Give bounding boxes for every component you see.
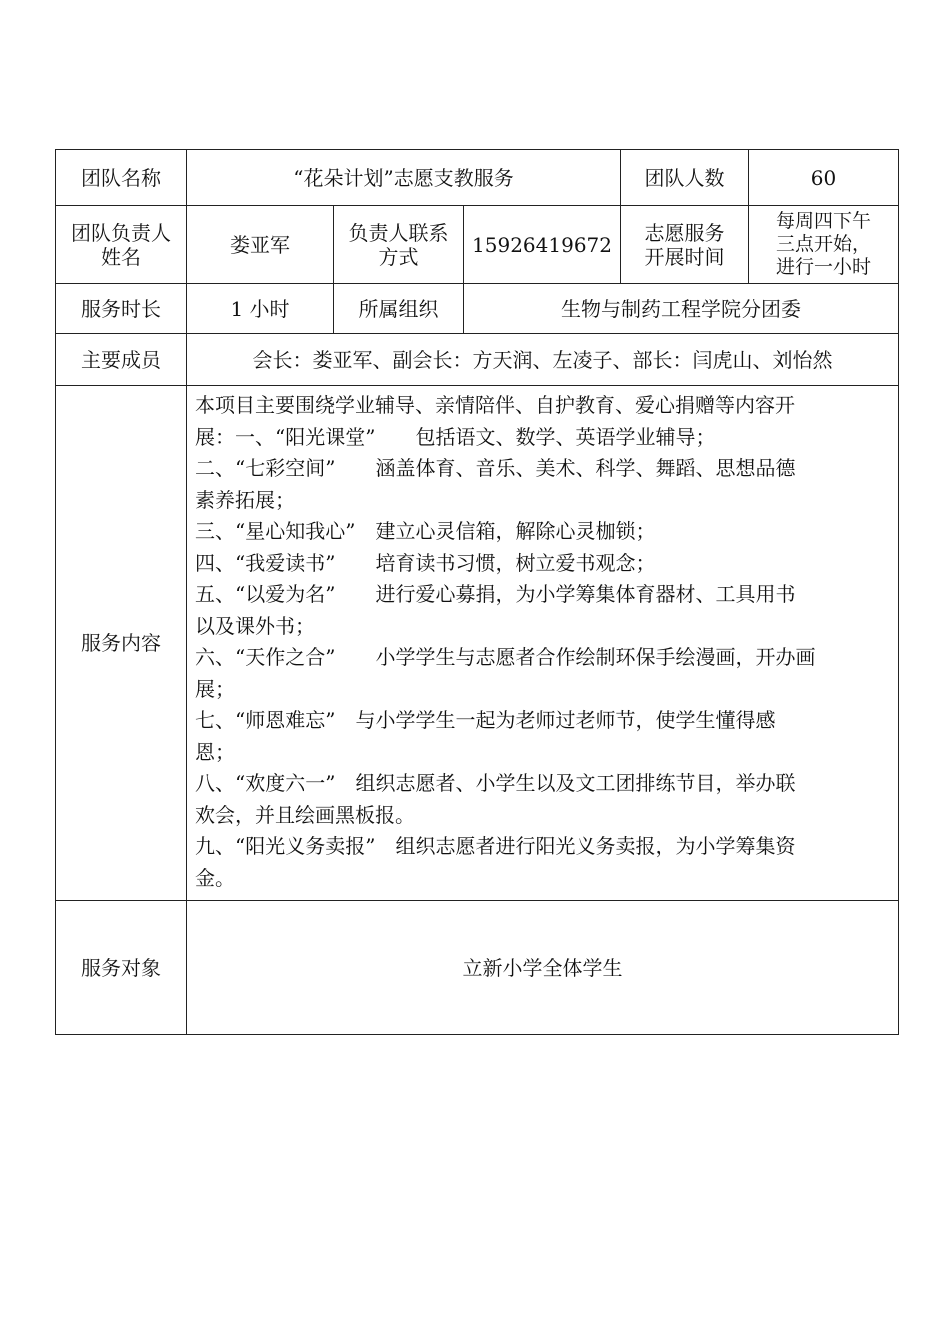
service-time-label-line2: 开展时间 — [644, 244, 725, 269]
team-name-label: 团队名称 — [56, 150, 187, 206]
content-line: 三、“星心知我心” 建立心灵信箱，解除心灵枷锁； — [195, 519, 656, 543]
team-name-value: “花朵计划”志愿支教服务 — [187, 150, 621, 206]
row-duration — [56, 284, 899, 334]
organization-label: 所属组织 — [334, 284, 464, 334]
row-service-content — [56, 386, 899, 901]
content-line: 本项目主要围绕学业辅导、亲情陪伴、自护教育、爱心捐赠等内容开 — [195, 393, 795, 417]
content-line: 九、“阳光义务卖报” 组织志愿者进行阳光义务卖报，为小学筹集资 — [195, 834, 796, 858]
service-time-value — [749, 206, 899, 284]
service-content-value — [187, 386, 899, 901]
contact-label-line2: 方式 — [378, 244, 419, 269]
content-line: 五、“以爱为名” 进行爱心募捐，为小学筹集体育器材、工具用书 — [195, 582, 796, 606]
row-leader — [56, 206, 899, 284]
service-time-label-line1: 志愿服务 — [644, 220, 725, 245]
content-line: 欢会，并且绘画黑板报。 — [195, 802, 415, 827]
row-members — [56, 334, 899, 386]
content-line: 恩； — [195, 739, 235, 764]
service-target-value: 立新小学全体学生 — [187, 901, 899, 1035]
volunteer-team-form — [55, 149, 899, 1035]
duration-value: 1 小时 — [187, 284, 334, 334]
duration-label: 服务时长 — [56, 284, 187, 334]
service-time-label — [621, 206, 749, 284]
content-line: 素养拓展； — [195, 487, 295, 512]
team-size-label: 团队人数 — [621, 150, 749, 206]
members-value: 会长：娄亚军、副会长：方天润、左凌子、部长：闫虎山、刘怡然 — [187, 334, 899, 386]
contact-label-line1: 负责人联系 — [348, 220, 449, 245]
content-line: 七、“师恩难忘” 与小学学生一起为老师过老师节，使学生懂得感 — [195, 708, 776, 732]
content-line: 六、“天作之合” 小学学生与志愿者合作绘制环保手绘漫画，开办画 — [195, 645, 816, 669]
content-line: 金。 — [195, 865, 235, 890]
content-line: 展：一、“阳光课堂” 包括语文、数学、英语学业辅导； — [195, 424, 716, 449]
content-line: 二、“七彩空间” 涵盖体育、音乐、美术、科学、舞蹈、思想品德 — [195, 456, 796, 480]
leader-label-line2: 姓名 — [101, 244, 141, 269]
contact-label — [334, 206, 464, 284]
leader-value: 娄亚军 — [187, 206, 334, 284]
contact-value: 15926419672 — [464, 206, 621, 284]
organization-value: 生物与制药工程学院分团委 — [464, 284, 899, 334]
content-line: 展； — [195, 676, 235, 701]
service-time-value-line2: 三点开始， — [776, 233, 872, 255]
row-team-name — [56, 150, 899, 206]
content-line: 以及课外书； — [195, 613, 315, 638]
team-size-value: 60 — [749, 150, 899, 206]
row-service-target — [56, 901, 899, 1035]
leader-label-line1: 团队负责人 — [71, 220, 171, 245]
content-line: 八、“欢度六一” 组织志愿者、小学生以及文工团排练节目，举办联 — [195, 771, 796, 795]
service-content-label: 服务内容 — [56, 386, 187, 901]
service-target-label: 服务对象 — [56, 901, 187, 1035]
members-label: 主要成员 — [56, 334, 187, 386]
service-time-value-line1: 每周四下午 — [776, 210, 872, 232]
service-time-value-line3: 进行一小时 — [776, 256, 872, 278]
content-line: 四、“我爱读书” 培育读书习惯，树立爱书观念； — [195, 550, 656, 575]
leader-label — [56, 206, 187, 284]
